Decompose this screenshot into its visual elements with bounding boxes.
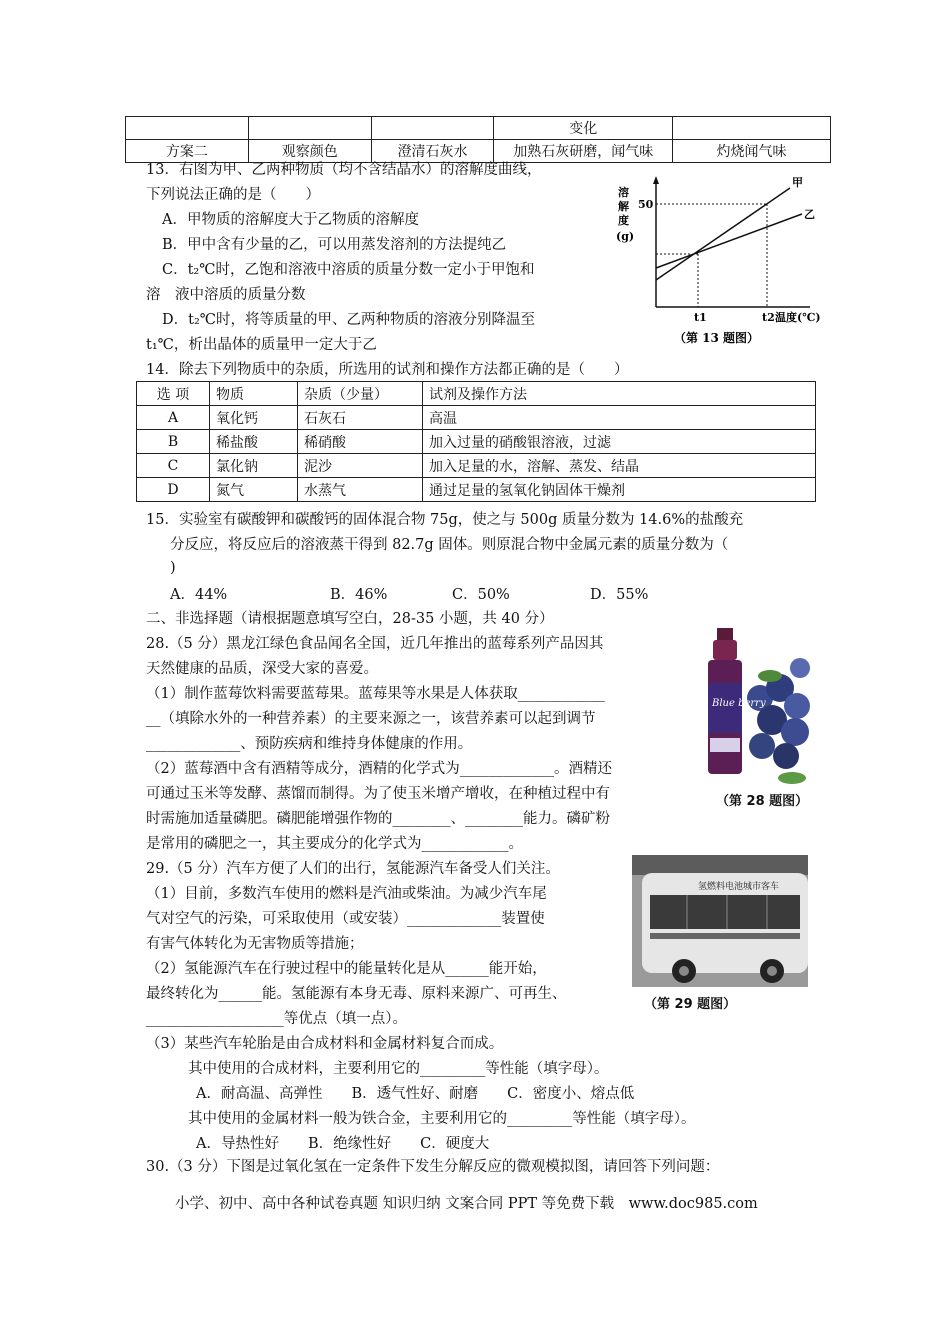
q28-line: _____________、预防疾病和维持身体健康的作用。 xyxy=(146,736,473,752)
svg-text:度: 度 xyxy=(618,214,629,227)
table-cell: 泥沙 xyxy=(298,454,423,478)
x-tick-t2: t2 xyxy=(762,311,775,324)
table-row xyxy=(137,430,816,454)
q28-line: （1）制作蓝莓饮料需要蓝莓果。蓝莓果等水果是人体获取____________ xyxy=(146,686,605,702)
q13-option-c: C．t₂℃时，乙饱和溶液中溶质的质量分数一定小于甲饱和 xyxy=(162,262,535,278)
q28-line: 是常用的磷肥之一，其主要成分的化学式为____________。 xyxy=(146,836,523,852)
q15-option-d: D．55% xyxy=(590,587,649,603)
table-cell: D xyxy=(137,478,210,502)
figure-caption: （第 13 题图） xyxy=(674,331,760,345)
q15-line: 分反应，将反应后的溶液蒸干得到 82.7g 固体。则原混合物中金属元素的质量分数为（ xyxy=(170,537,729,553)
q28-line: （2）蓝莓酒中含有酒精等成分，酒精的化学式为_____________。酒精还 xyxy=(146,761,612,777)
figure-caption: （第 29 题图） xyxy=(644,997,737,1012)
q29-options: A．导热性好 B．绝缘性好 C．硬度大 xyxy=(196,1136,490,1152)
series-yi-line xyxy=(656,214,802,268)
series-yi-label: 乙 xyxy=(804,208,815,221)
q29-line: （1）目前，多数汽车使用的燃料是汽油或柴油。为减少汽车尾 xyxy=(146,886,547,902)
table-row xyxy=(137,454,816,478)
page-footer: 小学、初中、高中各种试卷真题 知识归纳 文案合同 PPT 等免费下载 www.doc985.com xyxy=(175,1196,758,1212)
hydrogen-bus-image xyxy=(632,855,808,987)
q13-option-d: D．t₂℃时，将等质量的甲、乙两种物质的溶液分别降温至 xyxy=(162,312,535,328)
table-cell: 灼烧闻气味 xyxy=(673,140,831,163)
q29-line: ___________________等优点（填一点）。 xyxy=(146,1011,407,1027)
section-heading: 二、非选择题（请根据题意填写空白，28-35 小题，共 40 分） xyxy=(146,611,554,627)
table-cell: 石灰石 xyxy=(298,406,423,430)
table-cell: 氧化钙 xyxy=(210,406,298,430)
table-cell: 水蒸气 xyxy=(298,478,423,502)
q14-table xyxy=(136,381,816,502)
table-cell: 加入过量的硝酸银溶液，过滤 xyxy=(423,430,816,454)
figure-caption: （第 28 题图） xyxy=(716,794,809,809)
q13-line: t₁℃，析出晶体的质量甲一定大于乙 xyxy=(146,337,377,353)
q15-option-a: A．44% xyxy=(170,587,228,603)
table-header: 杂质（少量） xyxy=(298,382,423,406)
q29-line: 其中使用的金属材料一般为铁合金，主要利用它的_________等性能（填字母）。 xyxy=(188,1111,696,1127)
x-axis-label: 温度(℃) xyxy=(775,311,821,324)
q28-line: 天然健康的品质，深受大家的喜爱。 xyxy=(146,661,378,677)
q30-stem: 30.（3 分）下图是过氧化氢在一定条件下发生分解反应的微观模拟图，请回答下列问题： xyxy=(146,1159,720,1175)
q13-option-b: B．甲中含有少量的乙，可以用蒸发溶剂的方法提纯乙 xyxy=(162,237,507,253)
table-cell: A xyxy=(137,406,210,430)
svg-text:解: 解 xyxy=(618,200,629,213)
y-tick-50: 50 xyxy=(638,198,654,211)
bus-figure xyxy=(632,855,808,1020)
q28-line: 可通过玉米等发酵、蒸馏而制得。为了使玉米增产增收，在种植过程中有 xyxy=(146,786,610,802)
q15-line: ) xyxy=(170,560,176,576)
table-row xyxy=(137,406,816,430)
table-row xyxy=(126,117,831,140)
series-jia-label: 甲 xyxy=(792,176,803,189)
table-cell: 氮气 xyxy=(210,478,298,502)
x-tick-t1: t1 xyxy=(694,311,707,324)
table-cell: 澄清石灰水 xyxy=(371,140,494,163)
q15-option-c: C．50% xyxy=(452,587,510,603)
q29-line: 其中使用的合成材料，主要利用它的_________等性能（填字母）。 xyxy=(188,1061,609,1077)
table-row xyxy=(137,478,816,502)
table-header: 选 项 xyxy=(137,382,210,406)
q29-line: 最终转化为______能。氢能源有本身无毒、原料来源广、可再生、 xyxy=(146,986,567,1002)
q29-line: 有害气体转化为无害物质等措施； xyxy=(146,936,364,952)
svg-text:(g): (g) xyxy=(616,230,635,243)
q29-line: （2）氢能源汽车在行驶过程中的能量转化是从______能开始， xyxy=(146,961,547,977)
bottle-label: Blue berry xyxy=(712,698,766,709)
solubility-curve-figure xyxy=(612,172,837,350)
blueberry-bottle-image xyxy=(700,628,812,788)
table-cell: C xyxy=(137,454,210,478)
series-jia-line xyxy=(656,188,790,280)
q13-line: 下列说法正确的是（ ） xyxy=(146,187,320,203)
q29-line: （3）某些汽车轮胎是由合成材料和金属材料复合而成。 xyxy=(146,1036,504,1052)
bus-sign: 氢燃料电池城市客车 xyxy=(698,882,780,892)
table-cell: 稀硝酸 xyxy=(298,430,423,454)
q15-option-b: B．46% xyxy=(330,587,388,603)
table-cell: 氯化钠 xyxy=(210,454,298,478)
q13-line: 13．右图为甲、乙两种物质（均不含结晶水）的溶解度曲线， xyxy=(146,162,542,178)
table-header: 物质 xyxy=(210,382,298,406)
q29-line: 气对空气的污染，可采取使用（或安装）_____________装置使 xyxy=(146,911,545,927)
table-cell: 高温 xyxy=(423,406,816,430)
table-cell: B xyxy=(137,430,210,454)
table-cell: 方案二 xyxy=(126,140,249,163)
q29-options: A．耐高温、高弹性 B．透气性好、耐磨 C．密度小、熔点低 xyxy=(196,1086,635,1102)
top-table xyxy=(125,116,831,163)
q14-stem: 14．除去下列物质中的杂质，所选用的试剂和操作方法都正确的是（ ） xyxy=(146,362,629,378)
y-axis-label: 溶 xyxy=(618,186,629,199)
table-cell: 加入足量的水，溶解、蒸发、结晶 xyxy=(423,454,816,478)
q28-line: __（填除水外的一种营养素）的主要来源之一，该营养素可以起到调节 xyxy=(146,711,596,727)
q13-line: 溶 液中溶质的质量分数 xyxy=(146,287,306,303)
table-header-row xyxy=(137,382,816,406)
q28-line: 时需施加适量磷肥。磷肥能增强作物的________、________能力。磷矿粉 xyxy=(146,811,610,827)
q29-line: 29.（5 分）汽车方便了人们的出行，氢能源汽车备受人们关注。 xyxy=(146,861,560,877)
table-header: 试剂及操作方法 xyxy=(423,382,816,406)
q13-option-a: A．甲物质的溶解度大于乙物质的溶解度 xyxy=(162,212,419,228)
table-cell: 观察颜色 xyxy=(248,140,371,163)
q15-line: 15．实验室有碳酸钾和碳酸钙的固体混合物 75g，使之与 500g 质量分数为 14.6%的盐酸充 xyxy=(146,512,744,528)
blueberry-figure xyxy=(700,628,812,808)
table-cell: 加熟石灰研磨，闻气味 xyxy=(494,140,673,163)
table-cell: 稀盐酸 xyxy=(210,430,298,454)
table-cell: 变化 xyxy=(494,117,673,140)
table-cell: 通过足量的氢氧化钠固体干燥剂 xyxy=(423,478,816,502)
q28-line: 28.（5 分）黑龙江绿色食品闻名全国，近几年推出的蓝莓系列产品因其 xyxy=(146,636,604,652)
